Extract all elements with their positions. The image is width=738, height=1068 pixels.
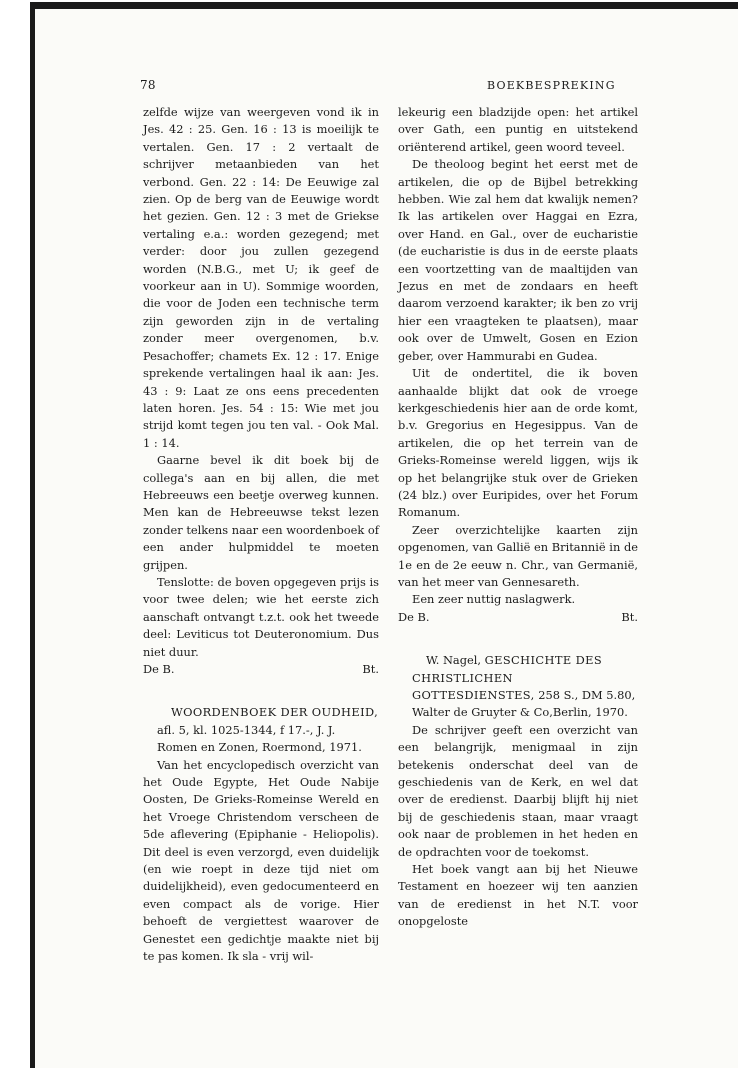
- signature: [143, 661, 379, 678]
- review-heading: [398, 652, 638, 722]
- paragraph: Gaarne bevel ik dit boek bij de collega's aan en bij allen, die met Hebreeuws een beetje overweg kunnen. Men kan de Hebreeuwse tekst lezen zonder telkens naar een woordenboek of een ander hulpmiddel te moeten grijpen.: [143, 453, 379, 572]
- review-details: afl. 5, kl. 1025-1344, f 17.-, J. J. Romen en Zonen, Roermond, 1971.: [157, 722, 362, 755]
- review-heading: [143, 704, 379, 756]
- paragraph: Tenslotte: de boven opgegeven prijs is voor twee delen; wie het eerste zich aanschaft ontvangt t.z.t. ook het tweede deel: Leviticus tot Deuteronomium. Dus niet duur.: [143, 574, 379, 659]
- paragraph: De schrijver geeft een overzicht van een belangrijk, menigmaal in zijn betekenis onderschat deel van de geschiedenis van de Kerk, en wel dat over de eredienst. Daarbij blijft hij niet bij de geschiedenis staan, maar vraagt ook naar de problemen in het heden en de opdrachten voor de toekomst.: [398, 722, 638, 859]
- paragraph: Zeer overzichtelijke kaarten zijn opgenomen, van Gallië en Britannië in de 1e en de 2e eeuw n. Chr., van Germanië, van het meer van Gennesareth.: [398, 522, 638, 589]
- review-title: WOORDENBOEK DER OUDHEID,: [171, 705, 379, 720]
- paragraph: lekeurig een bladzijde open: het artikel over Gath, een puntig en uitstekend oriënterend artikel, geen woord teveel.: [398, 105, 638, 154]
- review-author: W. Nagel,: [426, 653, 482, 668]
- scan-border-top: [30, 2, 738, 9]
- paragraph: Van het encyclopedisch overzicht van het Oude Egypte, Het Oude Nabije Oosten, De Grieks-Romeinse Wereld en het Vroege Christendom verscheen de 5de aflevering (Epiphanie - Heliopolis). Dit deel is even verzorgd, even duidelijk (en wie roept in deze tijd niet om duidelijkheid), even gedocumenteerd en even compact als de vorige. Hier behoeft de vergiettest waarover de Genestet een gedichtje maakte niet bij te pas komen. Ik sla - vrij wil-: [143, 757, 379, 964]
- signature-abbrev: Bt.: [362, 662, 379, 676]
- right-column: [398, 104, 638, 931]
- signature-abbrev: Bt.: [621, 609, 638, 624]
- page-number: 78: [140, 78, 156, 92]
- review-title: GESCHICHTE DES CHRISTLICHEN GOTTESDIENSTES,: [412, 653, 603, 702]
- signature-initials: De B.: [398, 609, 430, 624]
- signature-initials: De B.: [143, 662, 175, 676]
- signature: [398, 609, 638, 626]
- paragraph: Uit de ondertitel, die ik boven aanhaalde blijkt dat ook de vroege kerkgeschiedenis hier aan de orde komt, b.v. Gregorius en Hegesippus. Van de artikelen, die op het terrein van de Grieks-Romeinse wereld liggen, wijs ik op het belangrijke stuk over de Grieken (24 blz.) over Euripides, over het Forum Romanum.: [398, 366, 638, 520]
- review-details: 258 S., DM 5.80, Walter de Gruyter & Co,Berlin, 1970.: [412, 688, 636, 720]
- paragraph: zelfde wijze van weergeven vond ik in Jes. 42 : 25. Gen. 16 : 13 is moeilijk te vertalen. Gen. 17 : 2 vertaalt de schrijver metaanbieden van het verbond. Gen. 22 : 14: De Eeuwige zal zien. Op de berg van de Eeuwige wordt het gezien. Gen. 12 : 3 met de Griekse vertaling e.a.: worden gezegend; met verder: door jou zullen gezegend worden (N.B.G., met U; ik geef de voorkeur aan in U). Sommige woorden, die voor de Joden een technische term zijn geworden zijn in de vertaling zonder meer overgenomen, b.v. Pesachoffer; chamets Ex. 12 : 17. Enige sprekende vertalingen haal ik aan: Jes. 43 : 9: Laat ze ons eens precedenten laten horen. Jes. 54 : 15: Wie met jou strijd komt tegen jou ten val. - Ook Mal. 1 : 14.: [143, 105, 379, 450]
- running-head: BOEKBESPREKING: [487, 79, 616, 92]
- paragraph: De theoloog begint het eerst met de artikelen, die op de Bijbel betrekking hebben. Wie zal hem dat kwalijk nemen? Ik las artikelen over Haggai en Ezra, over Hand. en Gal., over de eucharistie (de eucharistie is dus in de eerste plaats een voortzetting van de maaltijden van Jezus en met de zondaars en heeft daarom verzoend karakter; ik ben zo vrij hier een vraagteken te plaatsen), maar ook over de Umwelt, Gosen en Ezion geber, over Hammurabi en Gudea.: [398, 157, 638, 363]
- paragraph: Een zeer nuttig naslagwerk.: [412, 592, 576, 607]
- paragraph: Het boek vangt aan bij het Nieuwe Testament en hoezeer wij ten aanzien van de eredienst in het N.T. voor onopgeloste: [398, 862, 638, 929]
- left-column: [143, 104, 379, 966]
